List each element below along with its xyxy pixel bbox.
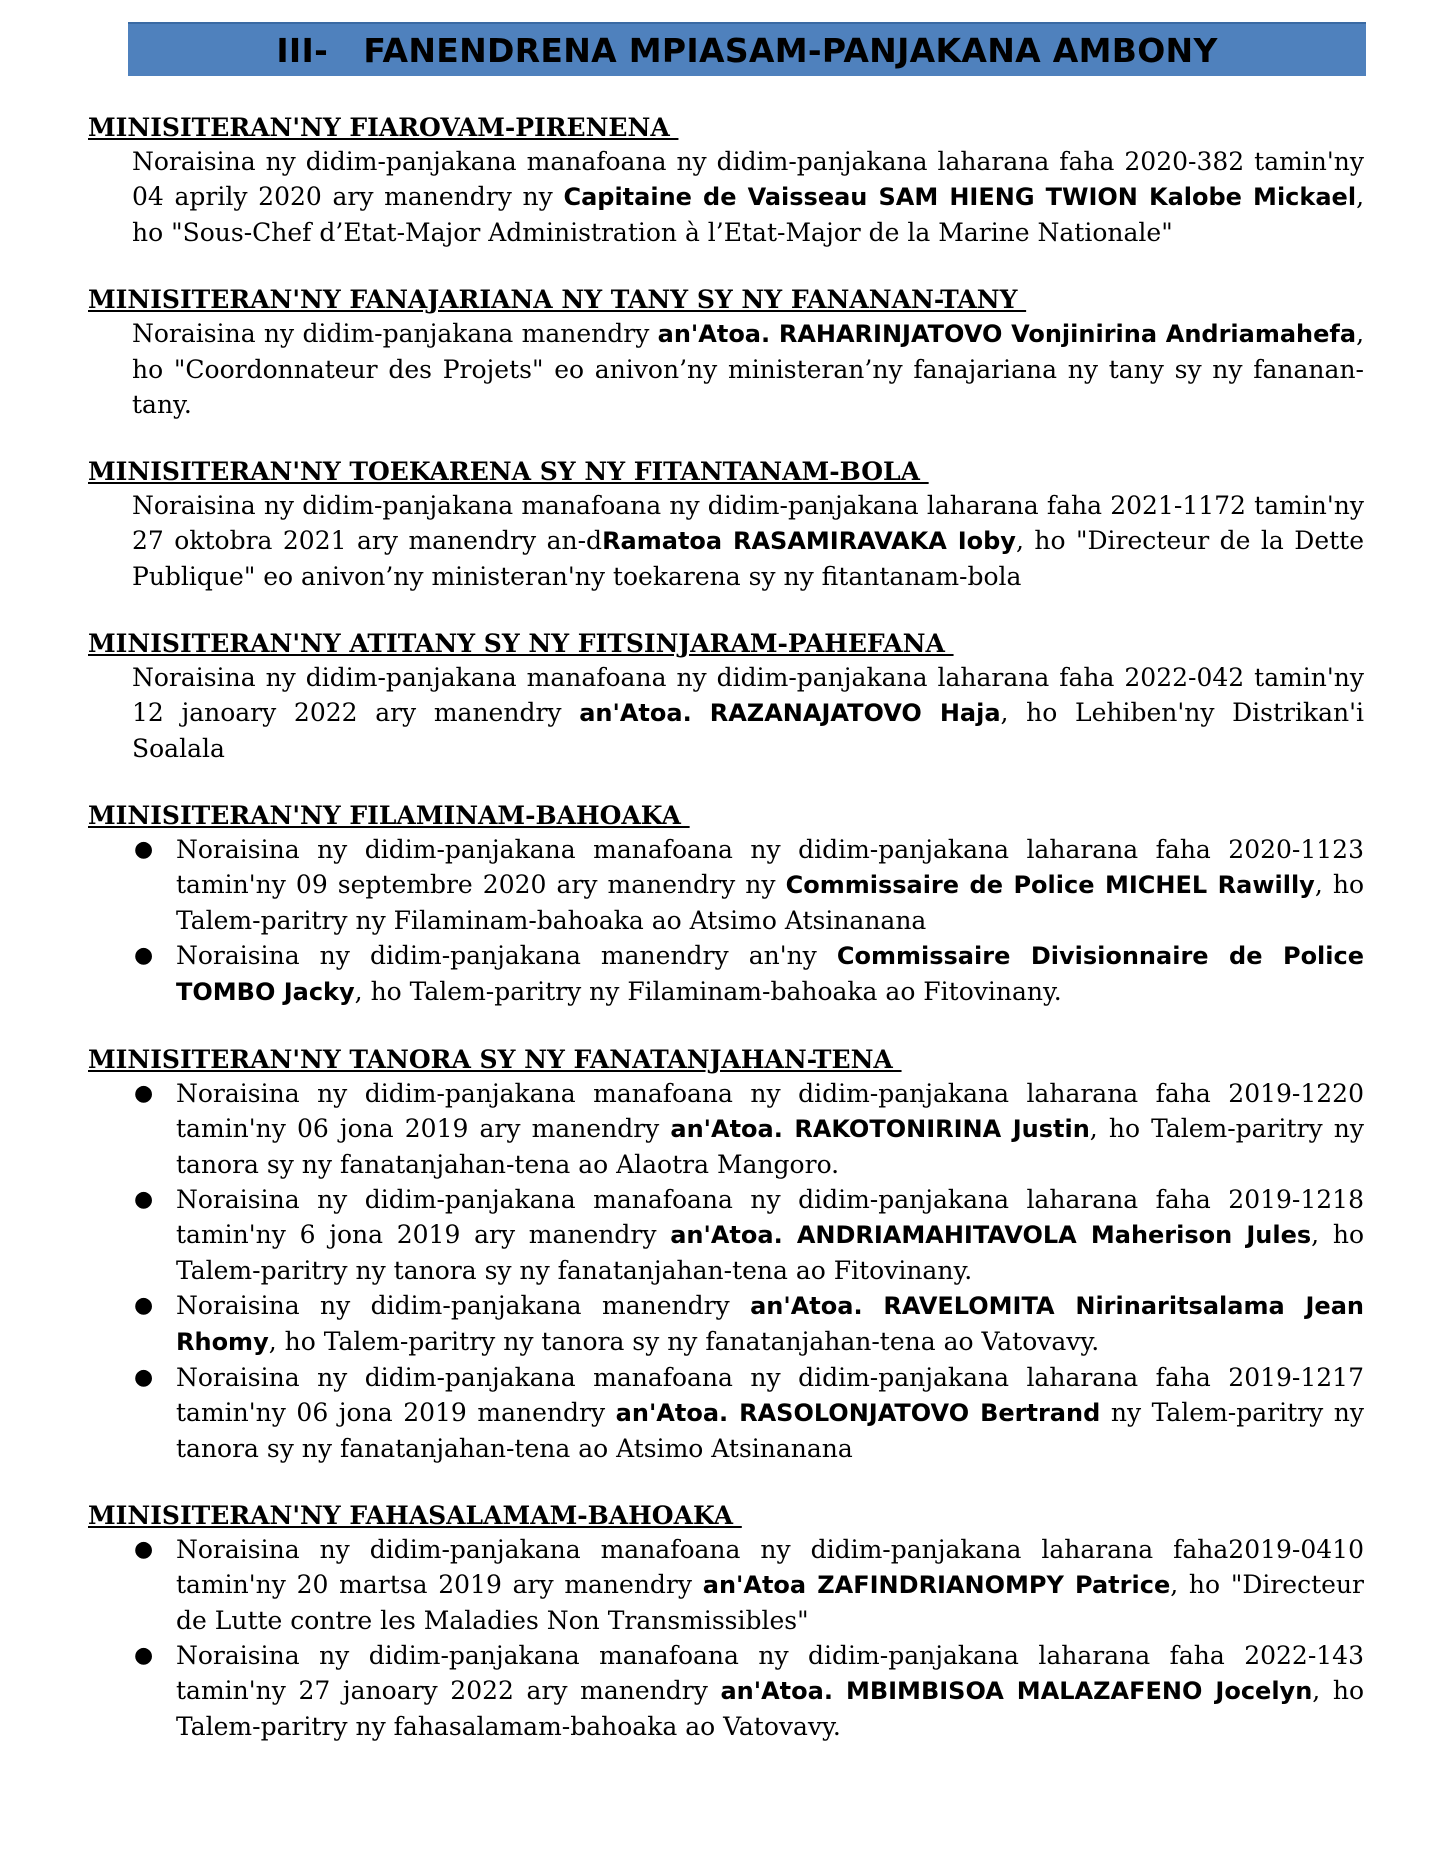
list-item <box>88 1288 1364 1360</box>
section-filaminam-bahoaka <box>88 800 1364 1010</box>
section-tanora <box>88 1044 1364 1466</box>
decree-text: ny Talem-paritry ny tanora sy ny fanatanjahan-tena ao Atsimo Atsinanana <box>176 1398 1364 1463</box>
document-content <box>88 112 1364 1778</box>
section-fanajariana-ny-tany <box>88 284 1364 422</box>
list-item <box>88 1076 1364 1182</box>
appointee-name: an'Atoa. RAVELOMITA Nirinaritsalama Jean Rhomy <box>176 1292 1364 1356</box>
decree-list <box>88 1076 1364 1466</box>
decree-text: , ho Lehiben'ny Distrikan'i Soalala <box>132 698 1365 763</box>
appointee-name: Commissaire Divisionnaire de Police TOMBO Jacky <box>176 942 1365 1006</box>
decree-text: Noraisina ny didim-panjakana manafoana ny didim-panjakana laharana faha 2022-042 tamin'ny 12 janoary 2022 ary manendry <box>132 663 1364 727</box>
decree-text: Noraisina ny didim-panjakana manendry <box>132 319 658 348</box>
section-heading: MINISITERAN'NY FILAMINAM-BAHOAKA <box>88 801 690 830</box>
appointee-name: Capitaine de Vaisseau SAM HIENG TWION Kalobe Mickael <box>563 183 1357 211</box>
list-item <box>88 1638 1364 1744</box>
decree-text: Noraisina ny didim-panjakana manafoana ny didim-panjakana laharana faha2019-0410 tamin'ny 20 martsa 2019 ary manendry <box>176 1535 1364 1599</box>
section-banner <box>128 22 1366 76</box>
bullet-icon: ● <box>134 837 154 862</box>
appointee-name: an'Atoa. ANDRIAMAHITAVOLA Maherison Jules <box>670 1221 1312 1249</box>
list-item <box>88 938 1364 1010</box>
section-atitany <box>88 628 1364 766</box>
section-fiarovam-pirenena <box>88 112 1364 250</box>
list-item <box>88 1360 1364 1466</box>
bullet-icon: ● <box>134 1187 154 1212</box>
decree-text: , ho Talem-paritry ny tanora sy ny fanatanjahan-tena ao Fitovinany. <box>176 1220 1364 1285</box>
decree-text: , ho Talem-paritry ny tanora sy ny fanatanjahan-tena ao Vatovavy. <box>268 1327 1100 1356</box>
decree-text: , ho "Sous-Chef d’Etat-Major Administration à l’Etat-Major de la Marine Nationale" <box>132 182 1365 247</box>
bullet-icon: ● <box>134 1081 154 1106</box>
decree-paragraph <box>132 316 1364 422</box>
appointee-name: an'Atoa. RASOLONJATOVO Bertrand <box>615 1399 1101 1427</box>
section-heading: MINISITERAN'NY FANAJARIANA NY TANY SY NY FANANAN-TANY <box>88 285 1027 314</box>
decree-text: , ho Talem-paritry ny tanora sy ny fanatanjahan-tena ao Alaotra Mangoro. <box>176 1114 1364 1179</box>
list-item <box>88 1182 1364 1288</box>
decree-text: , ho "Coordonnateur des Projets" eo anivon’ny ministeran’ny fanajariana ny tany sy ny fananan-tany. <box>132 319 1365 419</box>
decree-text: Noraisina ny didim-panjakana manafoana ny didim-panjakana laharana faha 2020-382 tamin'ny 04 aprily 2020 ary manendry ny <box>132 147 1364 211</box>
appointee-name: an'Atoa. RAHARINJATOVO Vonjinirina Andriamahefa <box>657 320 1357 348</box>
appointee-name: an'Atoa. MBIMBISOA MALAZAFENO Jocelyn <box>720 1677 1313 1705</box>
decree-paragraph <box>132 660 1364 766</box>
decree-text: Noraisina ny didim-panjakana manendry an'ny <box>176 941 837 970</box>
section-heading: MINISITERAN'NY FIAROVAM-PIRENENA <box>88 113 679 142</box>
appointee-name: an'Atoa. RAZANAJATOVO Haja <box>579 699 1001 727</box>
decree-text: Noraisina ny didim-panjakana manendry <box>176 1291 751 1320</box>
decree-text: Noraisina ny didim-panjakana manafoana ny didim-panjakana laharana faha 2019-1217 tamin'ny 06 jona 2019 manendry <box>176 1363 1364 1427</box>
section-toekarena <box>88 456 1364 594</box>
section-heading: MINISITERAN'NY FAHASALAMAM-BAHOAKA <box>88 1501 742 1530</box>
decree-list <box>88 832 1364 1010</box>
section-heading: MINISITERAN'NY TOEKARENA SY NY FITANTANAM-BOLA <box>88 457 929 486</box>
appointee-name: Ramatoa RASAMIRAVAKA Ioby <box>602 527 1016 555</box>
decree-text: Noraisina ny didim-panjakana manafoana ny didim-panjakana laharana faha 2019-1218 tamin'ny 6 jona 2019 ary manendry <box>176 1185 1364 1249</box>
decree-text: Noraisina ny didim-panjakana manafoana ny didim-panjakana laharana faha 2019-1220 tamin'ny 06 jona 2019 ary manendry <box>176 1079 1364 1143</box>
list-item <box>88 832 1364 938</box>
decree-text: , ho Talem-paritry ny Filaminam-bahoaka ao Fitovinany. <box>354 977 1062 1006</box>
appointee-name: an'Atoa ZAFINDRIANOMPY Patrice <box>702 1571 1171 1599</box>
decree-text: Noraisina ny didim-panjakana manafoana ny didim-panjakana laharana faha 2022-143 tamin'ny 27 janoary 2022 ary manendry <box>176 1641 1364 1705</box>
section-fahasalamam-bahoaka <box>88 1500 1364 1744</box>
decree-text: , ho Talem-paritry ny Filaminam-bahoaka ao Atsimo Atsinanana <box>176 870 1364 935</box>
bullet-icon: ● <box>134 1365 154 1390</box>
decree-text: , ho "Directeur de la Dette Publique" eo anivon’ny ministeran'ny toekarena sy ny fitantanam-bola <box>132 526 1365 591</box>
decree-text: Noraisina ny didim-panjakana manafoana ny didim-panjakana laharana faha 2021-1172 tamin'ny 27 oktobra 2021 ary manendry an-d <box>132 491 1364 555</box>
decree-text: Noraisina ny didim-panjakana manafoana ny didim-panjakana laharana faha 2020-1123 tamin'ny 09 septembre 2020 ary manendry ny <box>176 835 1364 899</box>
banner-title: III- FANENDRENA MPIASAM-PANJAKANA AMBONY <box>276 30 1218 70</box>
decree-paragraph <box>132 144 1364 250</box>
list-item <box>88 1532 1364 1638</box>
bullet-icon: ● <box>134 943 154 968</box>
section-heading: MINISITERAN'NY TANORA SY NY FANATANJAHAN-TENA <box>88 1045 902 1074</box>
decree-paragraph <box>132 488 1364 594</box>
decree-text: , ho "Directeur de Lutte contre les Maladies Non Transmissibles" <box>176 1570 1364 1635</box>
decree-text: , ho Talem-paritry ny fahasalamam-bahoaka ao Vatovavy. <box>176 1676 1365 1741</box>
bullet-icon: ● <box>134 1643 154 1668</box>
appointee-name: Commissaire de Police MICHEL Rawilly <box>785 871 1315 899</box>
appointee-name: an'Atoa. RAKOTONIRINA Justin <box>670 1115 1090 1143</box>
decree-list <box>88 1532 1364 1744</box>
section-heading: MINISITERAN'NY ATITANY SY NY FITSINJARAM-PAHEFANA <box>88 629 954 658</box>
bullet-icon: ● <box>134 1293 154 1318</box>
bullet-icon: ● <box>134 1537 154 1562</box>
